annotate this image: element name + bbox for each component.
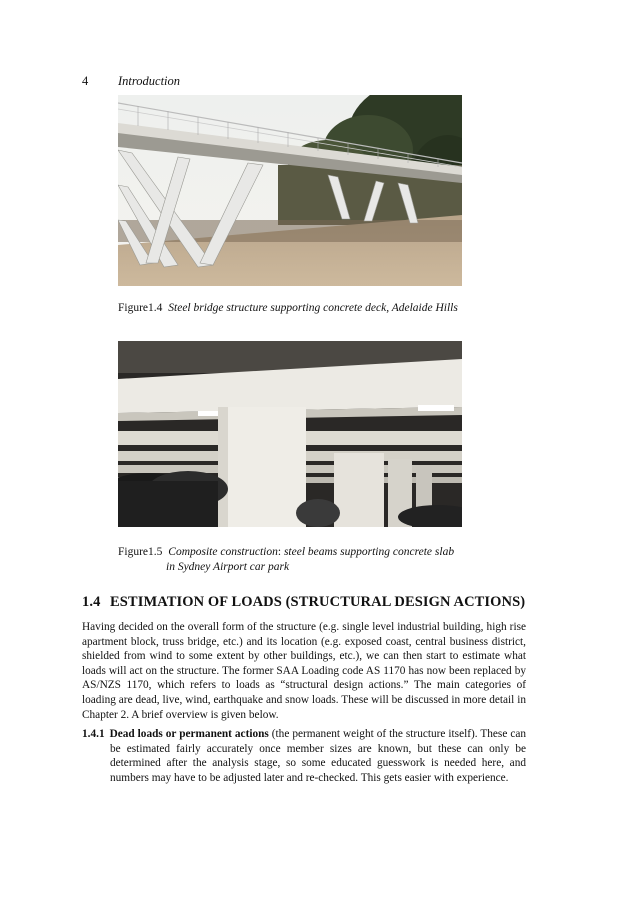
figure-1-4-label: Figure1.4 [118,302,163,314]
subsection-text: (the permanent weight of the structure itself). These can be estimated fairly accurately once member sizes are known, but these can only be determined after the analysis stage, so some educated guesswork is needed here, and numbers may have to be adjusted later and re-checked. This gets easier with experience. [110,728,526,784]
figure-1-5-caption-part1: Composite construction [168,546,278,558]
bridge-photo [118,95,462,286]
subsection-number: 1.4.1 [82,728,105,740]
subsection-title: Dead loads or permanent actions [109,728,269,740]
section-title: ESTIMATION OF LOADS (STRUCTURAL DESIGN ACTIONS) [110,594,526,610]
body-paragraph-text: Having decided on the overall form of the structure (e.g. single level industrial building, high rise apartment block, truss bridge, etc.) and its location (e.g. exposed coast, central business district, shielded from wind to some extent by other buildings, etc.), we can then start to estimate what loads will act on the structure. The former SAA Loading code AS 1170 has now been replaced by AS/NZS 1170, which refers to loads as “structural design actions.” The main categories of loading are dead, live, wind, earthquake and snow loads. These will be discussed in more detail in Chapter 2. A brief overview is given below. [82,621,526,721]
figure-1-5-caption-line2: in Sydney Airport car park [166,561,290,573]
figure-1-5-label: Figure1.5 [118,546,163,558]
section-number: 1.4 [82,594,101,610]
carpark-photo [118,341,462,527]
figure-1-5-caption-part2: steel beams supporting concrete slab [283,546,455,558]
page-number: 4 [82,74,89,88]
figure-1-5-caption-sep: : [277,546,284,558]
figure-1-5-caption [118,545,454,575]
figure-1-4-caption [118,301,458,316]
bridge-photo-image [118,95,462,286]
carpark-photo-image [118,341,462,527]
figure-1-4-caption-text: Steel bridge structure supporting concrete deck, Adelaide Hills [168,302,458,314]
section-heading [82,594,525,611]
body-paragraph [82,620,526,722]
running-title: Introduction [118,74,181,88]
subsection-1-4-1 [82,727,526,785]
